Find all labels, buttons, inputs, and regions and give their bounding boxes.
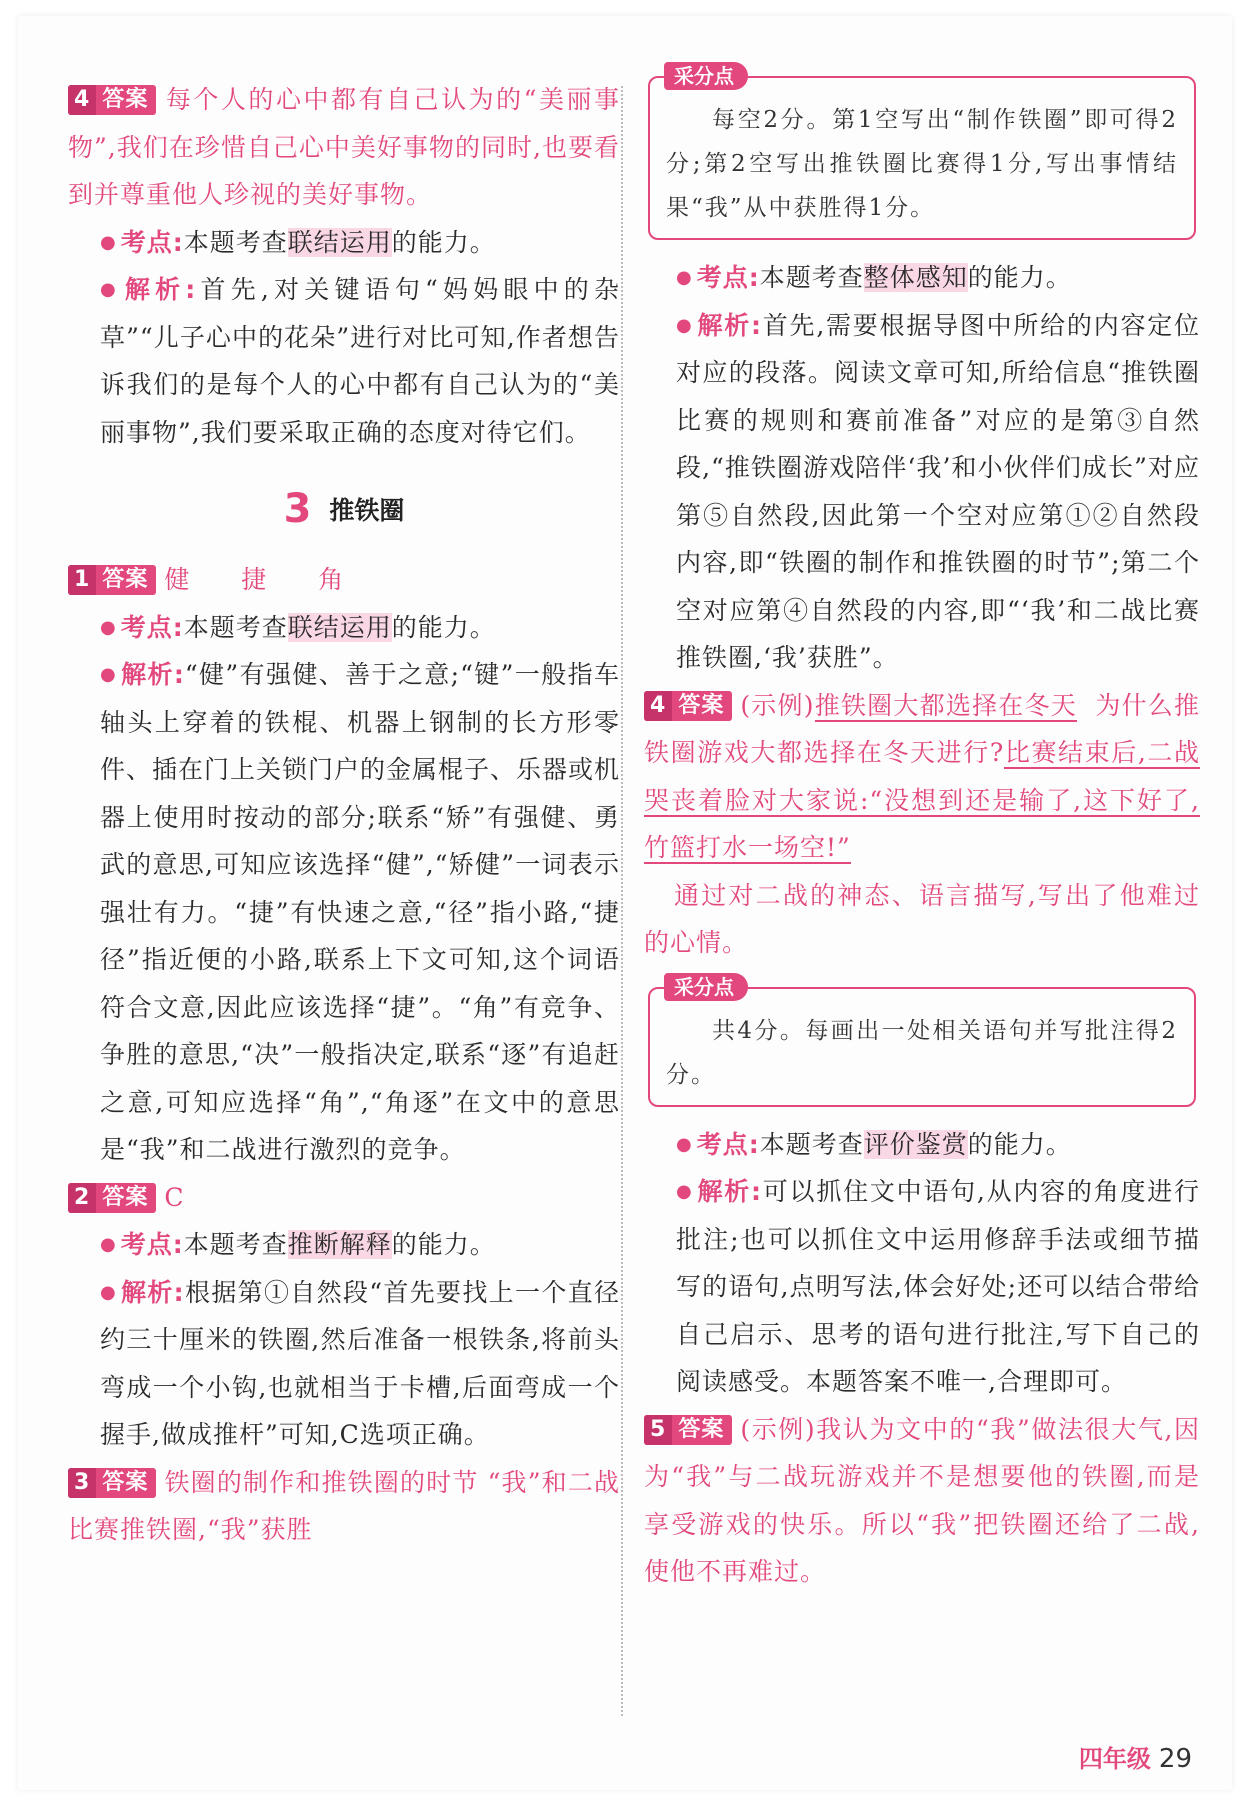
bullet-icon: ● xyxy=(100,1234,117,1255)
score-text: 共4分。每画出一处相关语句并写批注得2分。 xyxy=(666,1017,1178,1088)
r-q4-jiexi: ● 解析:可以抓住文中语句,从内容的角度进行批注;也可以抓住文中运用修辞手法或细节描写的语句,点明写法,体会好处;还可以结合带给自己启示、思考的语句进行批注,写下自己的阅读感受。本题答案不唯一,合理即可。 xyxy=(676,1177,1200,1396)
score-box xyxy=(648,974,1196,1107)
q1-answer: 1 答案 健 捷 角 xyxy=(68,556,620,604)
grade-label: 四年级 xyxy=(1078,1745,1151,1773)
section-title: 3 推铁圈 xyxy=(283,486,405,532)
q1-kaodian: ● 考点:本题考查联结运用的能力。 xyxy=(100,612,496,642)
q4-kaodian: ● 考点:本题考查联结运用的能力。 xyxy=(100,227,496,257)
answer-badge: 2 答案 xyxy=(68,1183,156,1213)
answer-badge: 1 答案 xyxy=(68,565,156,595)
q3-kaodian: ● 考点:本题考查整体感知的能力。 xyxy=(676,263,1072,292)
page xyxy=(18,16,1232,1790)
q2-answer: 2 答案 C xyxy=(68,1174,620,1222)
bullet-icon: ● xyxy=(100,616,117,638)
column-divider xyxy=(621,86,623,1716)
page-footer xyxy=(1079,1739,1192,1774)
q5-answer: 5 答案 (示例)我认为文中的“我”做法很大气,因为“我”与二战玩游戏并不是想要他的铁圈,而是享受游戏的快乐。所以“我”把铁圈还给了二战,使他不再难过。 xyxy=(644,1414,1200,1586)
bullet-icon: ● xyxy=(676,267,693,288)
bullet-icon: ● xyxy=(100,1281,118,1303)
r-q4-answer: 4 答案 (示例)推铁圈大都选择在冬天 为什么推铁圈游戏大都选择在冬天进行?比赛结束后,二战哭丧着脸对大家说:“没想到还是输了,这下好了,竹篮打水一场空!” xyxy=(644,690,1200,862)
q4-jiexi: ● 解析:首先,对关键语句“妈妈眼中的杂草”“儿子心中的花朵”进行对比可知,作者想告诉我们的是每个人的心中都有自己认为的“美丽事物”,我们要采取正确的态度对待它们。 xyxy=(100,275,620,447)
bullet-icon: ● xyxy=(100,279,121,300)
bullet-icon: ● xyxy=(100,664,118,685)
q3-answer: 3 答案 铁圈的制作和推铁圈的时节 “我”和二战比赛推铁圈,“我”获胜 xyxy=(68,1467,620,1544)
bullet-icon: ● xyxy=(100,231,117,253)
score-text: 每空2分。第1空写出“制作铁圈”即可得2分;第2空写出推铁圈比赛得1分,写出事情结果“我”从中获胜得1分。 xyxy=(666,107,1178,221)
score-label: 采分点 xyxy=(664,62,748,90)
answer-badge: 3 答案 xyxy=(68,1468,156,1498)
answer-badge: 4 答案 xyxy=(644,691,732,721)
q2-jiexi: ● 解析:根据第①自然段“首先要找上一个直径约三十厘米的铁圈,然后准备一根铁条,将前头弯成一个小钩,也就相当于卡槽,后面弯成一个握手,做成推杆”可知,C选项正确。 xyxy=(100,1277,620,1449)
r-q4-kaodian: ● 考点:本题考查评价鉴赏的能力。 xyxy=(676,1129,1072,1159)
score-box xyxy=(648,64,1196,240)
answer-badge: 5 答案 xyxy=(644,1415,732,1445)
answer-badge: 4 答案 xyxy=(68,85,156,115)
bullet-icon: ● xyxy=(676,314,694,336)
bullet-icon: ● xyxy=(676,1133,693,1155)
left-column xyxy=(68,76,620,1554)
r-q4-comment: 通过对二战的神态、语言描写,写出了他难过的心情。 xyxy=(644,880,1200,957)
q3-jiexi: ● 解析:首先,需要根据导图中所给的内容定位对应的段落。阅读文章可知,所给信息“推铁圈比赛的规则和赛前准备”对应的是第③自然段,“推铁圈游戏陪伴‘我’和小伙伴们成长”对应第⑤自然段,因此第一个空对应第①②自然段内容,即“铁圈的制作和推铁圈的时节”;第二个空对应第④自然段的内容,即“‘我’和二战比赛推铁圈,‘我’获胜”。 xyxy=(676,310,1200,672)
score-label: 采分点 xyxy=(664,973,748,1001)
q4-answer: 4 答案 每个人的心中都有自己认为的“美丽事物”,我们在珍惜自己心中美好事物的同时,也要看到并尊重他人珍视的美好事物。 xyxy=(68,85,620,209)
page-number: 29 xyxy=(1158,1744,1192,1774)
bullet-icon: ● xyxy=(676,1181,694,1202)
q1-jiexi: ● 解析:“健”有强健、善于之意;“键”一般指车轴头上穿着的铁棍、机器上钢制的长方形零件、插在门上关锁门户的金属棍子、乐器或机器上使用时按动的部分;联系“矫”有强健、勇武的意思,可知应该选择“健”,“矫健”一词表示强壮有力。“捷”有快速之意,“径”指小路,“捷径”指近便的小路,联系上下文可知,这个词语符合文意,因此应该选择“捷”。“角”有竞争、争胜的意思,“决”一般指决定,联系“逐”有追赶之意,可知应选择“角”,“角逐”在文中的意思是“我”和二战进行激烈的竞争。 xyxy=(100,660,621,1164)
q2-kaodian: ● 考点:本题考查推断解释的能力。 xyxy=(100,1230,496,1259)
right-column xyxy=(644,64,1200,1596)
